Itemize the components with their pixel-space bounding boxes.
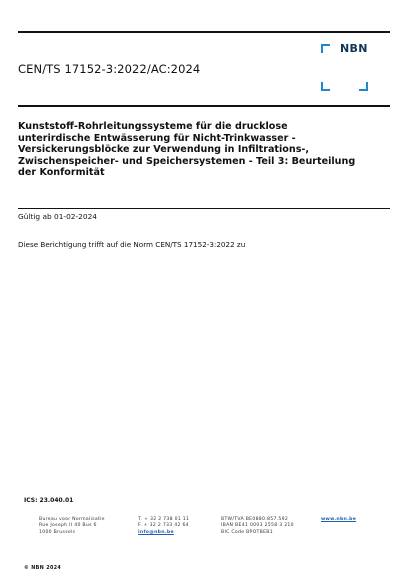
footer-line: 1000 Brussels [39, 529, 76, 535]
top-rule [18, 31, 390, 33]
footer-line: IBAN BE41 0003 2558 3 210 [221, 523, 294, 529]
correction-note: Diese Berichtigung trifft auf die Norm CEN/TS 17152-3:2022 zu [18, 240, 246, 249]
footer-bank [221, 517, 294, 536]
footer-address [39, 517, 105, 536]
title-line: unterirdische Entwässerung für Nicht-Trinkwasser - [18, 132, 296, 144]
title-rule [18, 208, 390, 209]
footer-line: F. + 32 2 733 42 64 [138, 523, 189, 529]
footer-line: Rue Joseph II 40 Bus 6 [39, 523, 97, 529]
title-line: Versickerungsblöcke zur Verwendung in Infiltrations-, [18, 144, 310, 156]
footer-line: T. + 32 2 738 01 11 [138, 517, 190, 522]
logo-corner-bottom-left [321, 82, 330, 91]
footer-line: Bureau voor Normalisatie [39, 517, 105, 522]
header-rule [18, 105, 390, 107]
nbn-logo [318, 42, 374, 94]
logo-corner-top-left [321, 44, 330, 53]
website-link[interactable]: www.nbn.be [321, 517, 357, 522]
logo-text: NBN [340, 42, 368, 55]
title-line: der Konformität [18, 167, 105, 179]
document-id: CEN/TS 17152-3:2022/AC:2024 [18, 62, 201, 76]
footer-contact [138, 517, 189, 536]
validity-date: Gültig ab 01-02-2024 [18, 212, 97, 221]
footer-line: BTW/TVA BE0880.857.592 [221, 517, 289, 522]
title-line: Zwischenspeicher- und Speichersystemen - Teil 3: Beurteilung [18, 155, 356, 167]
ics-code: ICS: 23.040.01 [24, 497, 74, 504]
footer-line: BIC Code BPOTBEB1 [221, 529, 273, 535]
title-line: Kunststoff-Rohrleitungssysteme für die drucklose [18, 121, 288, 132]
copyright: © NBN 2024 [24, 566, 62, 571]
email-link[interactable]: info@nbn.be [138, 529, 174, 535]
document-title [18, 121, 378, 179]
logo-corner-bottom-right [359, 82, 368, 91]
footer-web [321, 517, 356, 523]
